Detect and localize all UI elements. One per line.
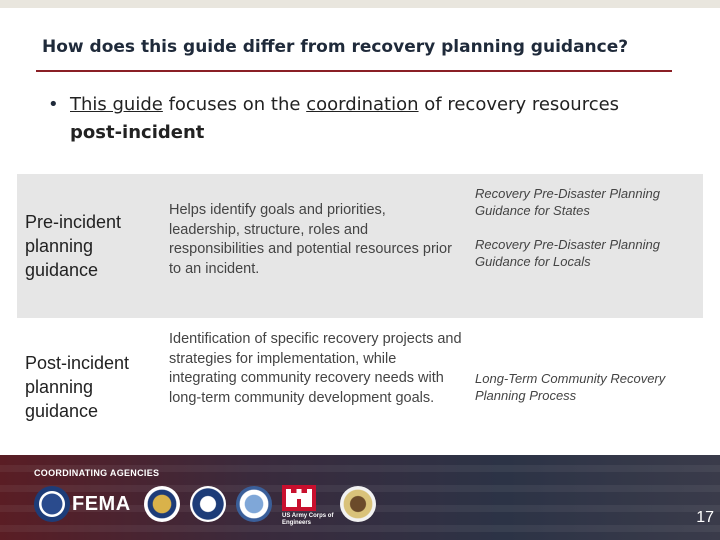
top-bar: [0, 0, 720, 8]
slide-title: How does this guide differ from recovery planning guidance?: [42, 37, 629, 57]
bullet-text-part2: focuses on the: [162, 94, 307, 115]
row-description: Identification of specific recovery projects and strategies for implementation, while integrating community recovery needs with long-term community development goals.: [169, 331, 462, 406]
army-corps-castle-icon: [282, 485, 316, 511]
coordination-link[interactable]: coordination: [306, 94, 419, 115]
hud-seal-icon: [236, 486, 272, 522]
reference-local-guidance: Recovery Pre-Disaster Planning Guidance for Locals: [475, 237, 660, 269]
coordinating-agencies-label: COORDINATING AGENCIES: [34, 468, 160, 478]
this-guide-link[interactable]: This guide: [70, 94, 163, 115]
hhs-seal-icon: [190, 486, 226, 522]
reference-state-guidance: Recovery Pre-Disaster Planning Guidance for States: [475, 186, 660, 218]
dhs-seal-icon: [34, 486, 70, 522]
page-number: 17: [696, 509, 714, 526]
row-description: Helps identify goals and priorities, leadership, structure, roles and responsibilities and potential resources prior to an incident.: [169, 202, 452, 277]
bullet-text-part4: of recovery resources: [418, 94, 620, 115]
fema-logo: FEMA: [72, 493, 131, 515]
bullet-dot-icon: •: [48, 94, 59, 115]
footer-banner: [0, 455, 720, 540]
flag-stripe: [0, 525, 720, 532]
row-heading: Post-incident planning guidance: [25, 353, 130, 421]
row-heading: Pre-incident planning guidance: [25, 212, 122, 280]
table-row-post-incident: [17, 318, 703, 453]
table-row-pre-incident: [17, 174, 703, 318]
commerce-seal-icon: [144, 486, 180, 522]
bullet-text: [70, 91, 680, 119]
army-corps-label: US Army Corps of Engineers: [282, 513, 334, 526]
title-divider: [36, 70, 672, 72]
bullet-text-line2: post-incident: [70, 122, 205, 143]
reference-long-term-recovery: Long-Term Community Recovery Planning Process: [475, 371, 666, 403]
interior-seal-icon: [340, 486, 376, 522]
